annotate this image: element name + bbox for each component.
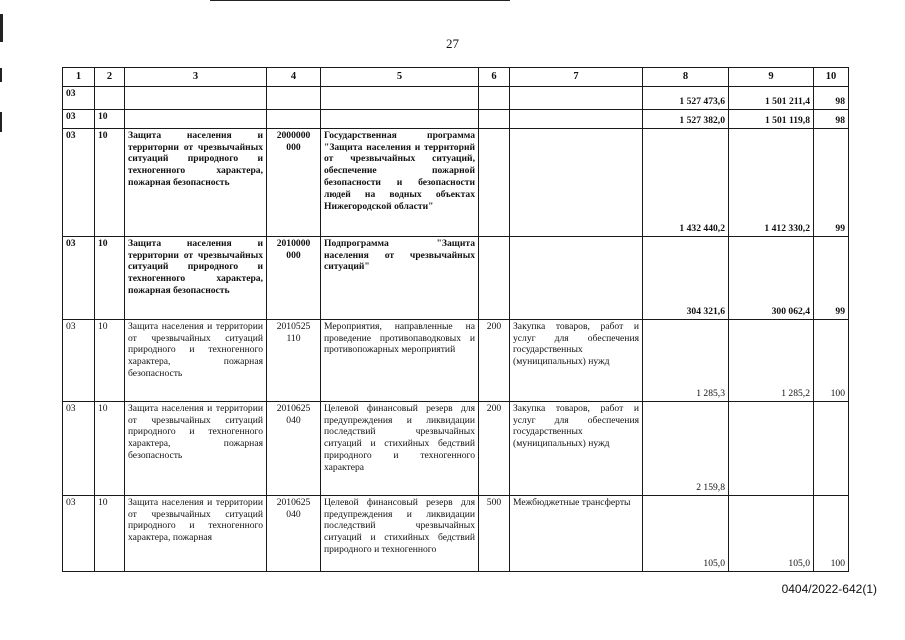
page-number: 27: [446, 36, 459, 51]
article-name: [321, 109, 479, 128]
target-article: 2010000 000: [267, 236, 321, 319]
document-code: 0404/2022-642(1): [781, 582, 877, 596]
expense-type-name: Закупка товаров, работ и услуг для обеспечения государственных (муниципальных) нужд: [510, 319, 643, 401]
scan-mark-left-3: [0, 112, 2, 132]
section-name: Защита населения и территории от чрезвычайных ситуаций природного и техногенного характера, пожарная безопасность: [125, 236, 267, 319]
executed-amount: 1 412 330,2: [729, 128, 814, 236]
subsection-code: 10: [95, 495, 125, 571]
subsection-code: 10: [95, 109, 125, 128]
planned-amount: 105,0: [643, 495, 729, 571]
planned-amount: 304 321,6: [643, 236, 729, 319]
section-code: 03: [63, 495, 95, 571]
target-article: 2010625 040: [267, 495, 321, 571]
subsection-code: 10: [95, 236, 125, 319]
table-row: [63, 128, 849, 236]
section-name: Защита населения и территории от чрезвычайных ситуаций природного и техногенного характера, пожарная безопасность: [125, 401, 267, 495]
header-cell: 4: [267, 68, 321, 87]
scan-mark-top: [210, 0, 510, 1]
executed-amount: 300 062,4: [729, 236, 814, 319]
expense-type-name: [510, 86, 643, 109]
target-article: [267, 109, 321, 128]
executed-amount: 105,0: [729, 495, 814, 571]
article-name: Государственная программа "Защита населения и территорий от чрезвычайных ситуаций, обеспечение пожарной безопасности и безопасности людей на водных объектах Нижегородской области": [321, 128, 479, 236]
execution-percent: 99: [814, 236, 849, 319]
section-code: 03: [63, 401, 95, 495]
header-cell: 7: [510, 68, 643, 87]
executed-amount: 1 501 119,8: [729, 109, 814, 128]
table-row: [63, 401, 849, 495]
header-cell: 5: [321, 68, 479, 87]
expense-type-code: 200: [479, 319, 510, 401]
article-name: Целевой финансовый резерв для предупреждения и ликвидации последствий чрезвычайных ситуаций и стихийных бедствий природного и техногенного характера: [321, 401, 479, 495]
execution-percent: 98: [814, 86, 849, 109]
header-cell: 10: [814, 68, 849, 87]
planned-amount: 1 527 473,6: [643, 86, 729, 109]
table-header-row: [63, 68, 849, 87]
target-article: 2010625 040: [267, 401, 321, 495]
article-name: Подпрограмма "Защита населения от чрезвычайных ситуаций": [321, 236, 479, 319]
expense-type-name: Межбюджетные трансферты: [510, 495, 643, 571]
header-cell: 2: [95, 68, 125, 87]
header-cell: 1: [63, 68, 95, 87]
section-code: 03: [63, 319, 95, 401]
section-name: Защита населения и территории от чрезвычайных ситуаций природного и техногенного характера, пожарная безопасность: [125, 128, 267, 236]
planned-amount: 2 159,8: [643, 401, 729, 495]
scan-mark-left-2: [0, 68, 2, 82]
section-code: 03: [63, 236, 95, 319]
executed-amount: [729, 401, 814, 495]
table-row: [63, 236, 849, 319]
planned-amount: 1 527 382,0: [643, 109, 729, 128]
header-cell: 9: [729, 68, 814, 87]
table-row: [63, 319, 849, 401]
execution-percent: 100: [814, 495, 849, 571]
article-name: [321, 86, 479, 109]
subsection-code: 10: [95, 319, 125, 401]
expense-type-code: [479, 128, 510, 236]
expense-type-name: [510, 109, 643, 128]
target-article: [267, 86, 321, 109]
section-name: Защита населения и территории от чрезвычайных ситуаций природного и техногенного характера, пожарная безопасность: [125, 319, 267, 401]
planned-amount: 1 285,3: [643, 319, 729, 401]
section-name: Защита населения и территории от чрезвычайных ситуаций природного и техногенного характера, пожарная: [125, 495, 267, 571]
expense-type-code: 500: [479, 495, 510, 571]
header-cell: 8: [643, 68, 729, 87]
expense-type-code: 200: [479, 401, 510, 495]
table-row: [63, 86, 849, 109]
article-name: Мероприятия, направленные на проведение противопаводковых и противопожарных мероприятий: [321, 319, 479, 401]
section-code: 03: [63, 128, 95, 236]
budget-table: [62, 67, 849, 572]
executed-amount: 1 501 211,4: [729, 86, 814, 109]
executed-amount: 1 285,2: [729, 319, 814, 401]
subsection-code: 10: [95, 401, 125, 495]
section-code: 03: [63, 86, 95, 109]
target-article: 2010525 110: [267, 319, 321, 401]
expense-type-code: [479, 109, 510, 128]
planned-amount: 1 432 440,2: [643, 128, 729, 236]
table-row: [63, 495, 849, 571]
target-article: 2000000 000: [267, 128, 321, 236]
execution-percent: 98: [814, 109, 849, 128]
execution-percent: [814, 401, 849, 495]
table-row: [63, 109, 849, 128]
expense-type-code: [479, 86, 510, 109]
section-code: 03: [63, 109, 95, 128]
execution-percent: 100: [814, 319, 849, 401]
expense-type-name: [510, 236, 643, 319]
subsection-code: 10: [95, 128, 125, 236]
section-name: [125, 86, 267, 109]
section-name: [125, 109, 267, 128]
expense-type-name: Закупка товаров, работ и услуг для обеспечения государственных (муниципальных) нужд: [510, 401, 643, 495]
execution-percent: 99: [814, 128, 849, 236]
expense-type-code: [479, 236, 510, 319]
expense-type-name: [510, 128, 643, 236]
header-cell: 6: [479, 68, 510, 87]
header-cell: 3: [125, 68, 267, 87]
subsection-code: [95, 86, 125, 109]
article-name: Целевой финансовый резерв для предупреждения и ликвидации последствий чрезвычайных ситуаций и стихийных бедствий природного и техногенного: [321, 495, 479, 571]
